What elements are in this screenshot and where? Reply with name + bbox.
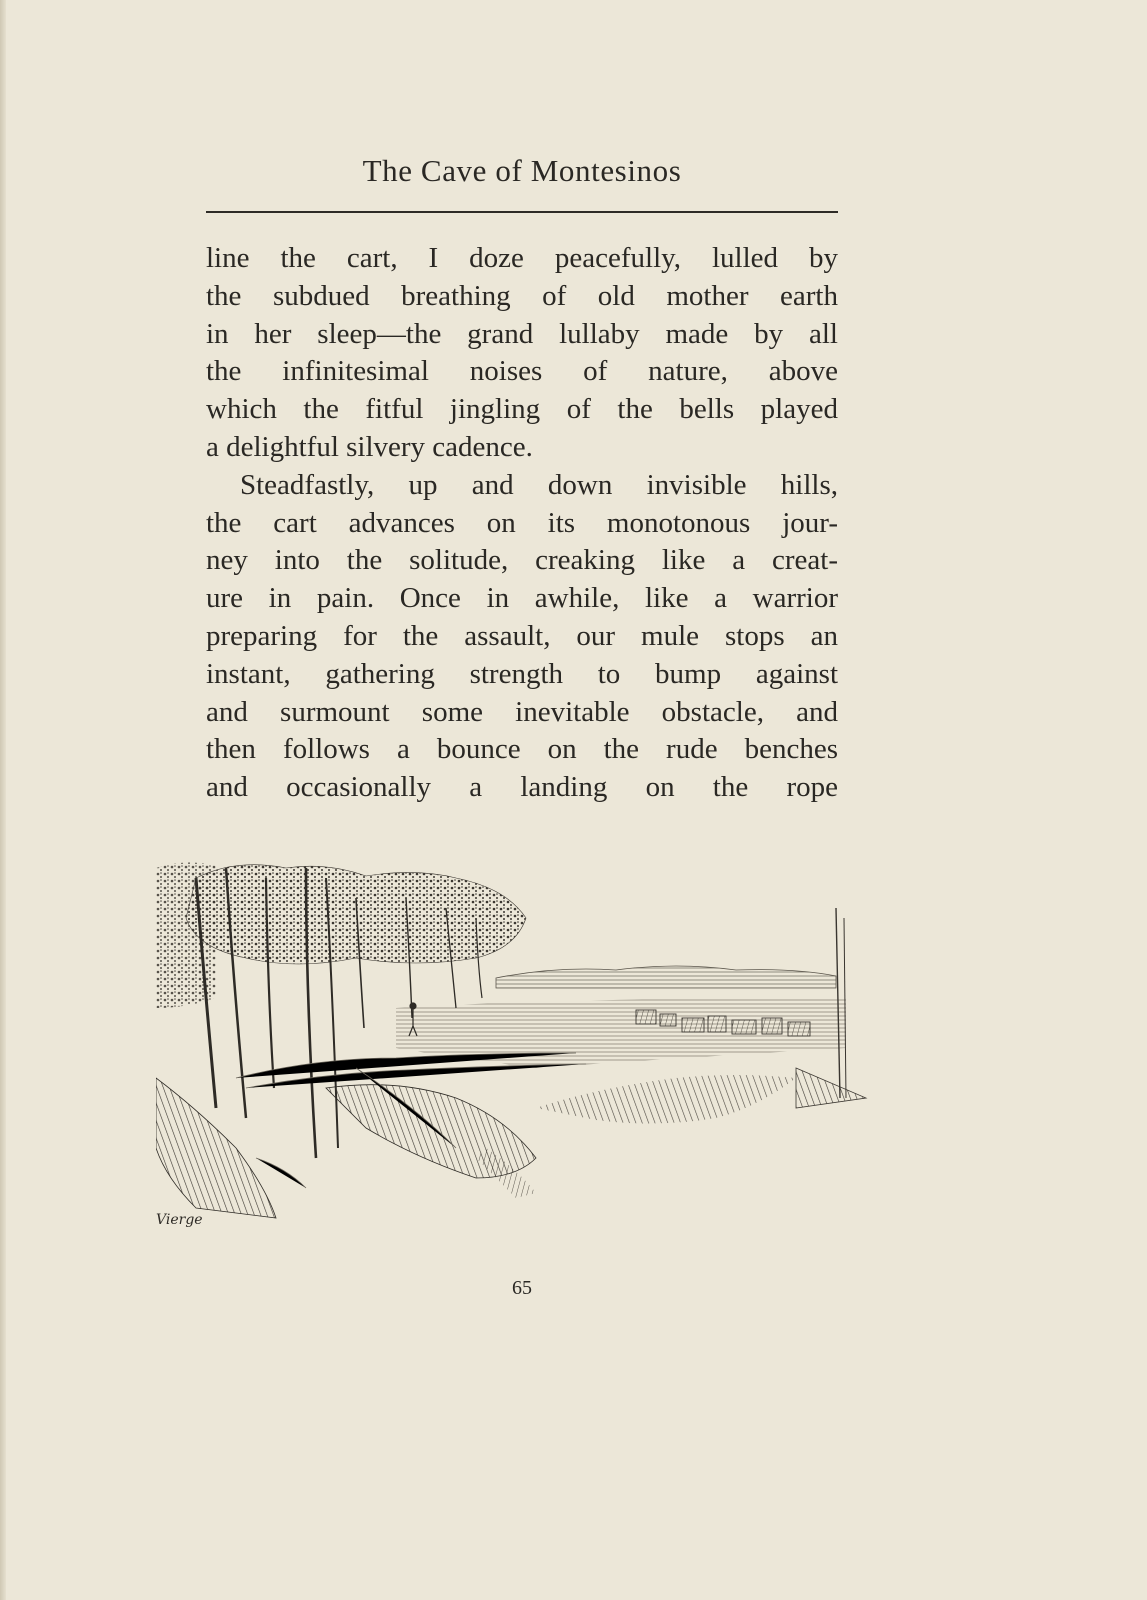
text-line: then follows a bounce on the rude benches [206,733,838,766]
text-line: the cart advances on its monotonous jour- [206,506,838,539]
text-line: line the cart, I doze peacefully, lulled by [206,242,838,274]
text-line: in her sleep—the grand lullaby made by all [206,317,838,350]
text-line: the infinitesimal noises of nature, above [206,355,838,388]
page-edge [0,0,6,1600]
text-line: and surmount some inevitable obstacle, and [206,695,838,728]
body-text [206,240,838,807]
text-line: ure in pain. Once in awhile, like a warrior [206,582,838,615]
page-number: 65 [512,1277,532,1299]
text-line: instant, gathering strength to bump against [206,657,838,690]
running-head: The Cave of Montesinos [362,153,682,188]
text-line: preparing for the assault, our mule stops an [206,619,838,652]
text-line: which the fitful jingling of the bells played [206,393,838,426]
text-line: the subdued breathing of old mother earth [206,279,838,312]
artist-signature: Vierge [156,1212,203,1228]
text-line: and occasionally a landing on the rope [206,771,838,804]
head-rule [206,211,838,213]
text-line: Steadfastly, up and down invisible hills, [240,468,838,501]
text-line: ney into the solitude, creaking like a creat- [206,544,838,577]
text-line: a delightful silvery cadence. [206,430,533,463]
landscape-engraving-icon [156,858,886,1258]
